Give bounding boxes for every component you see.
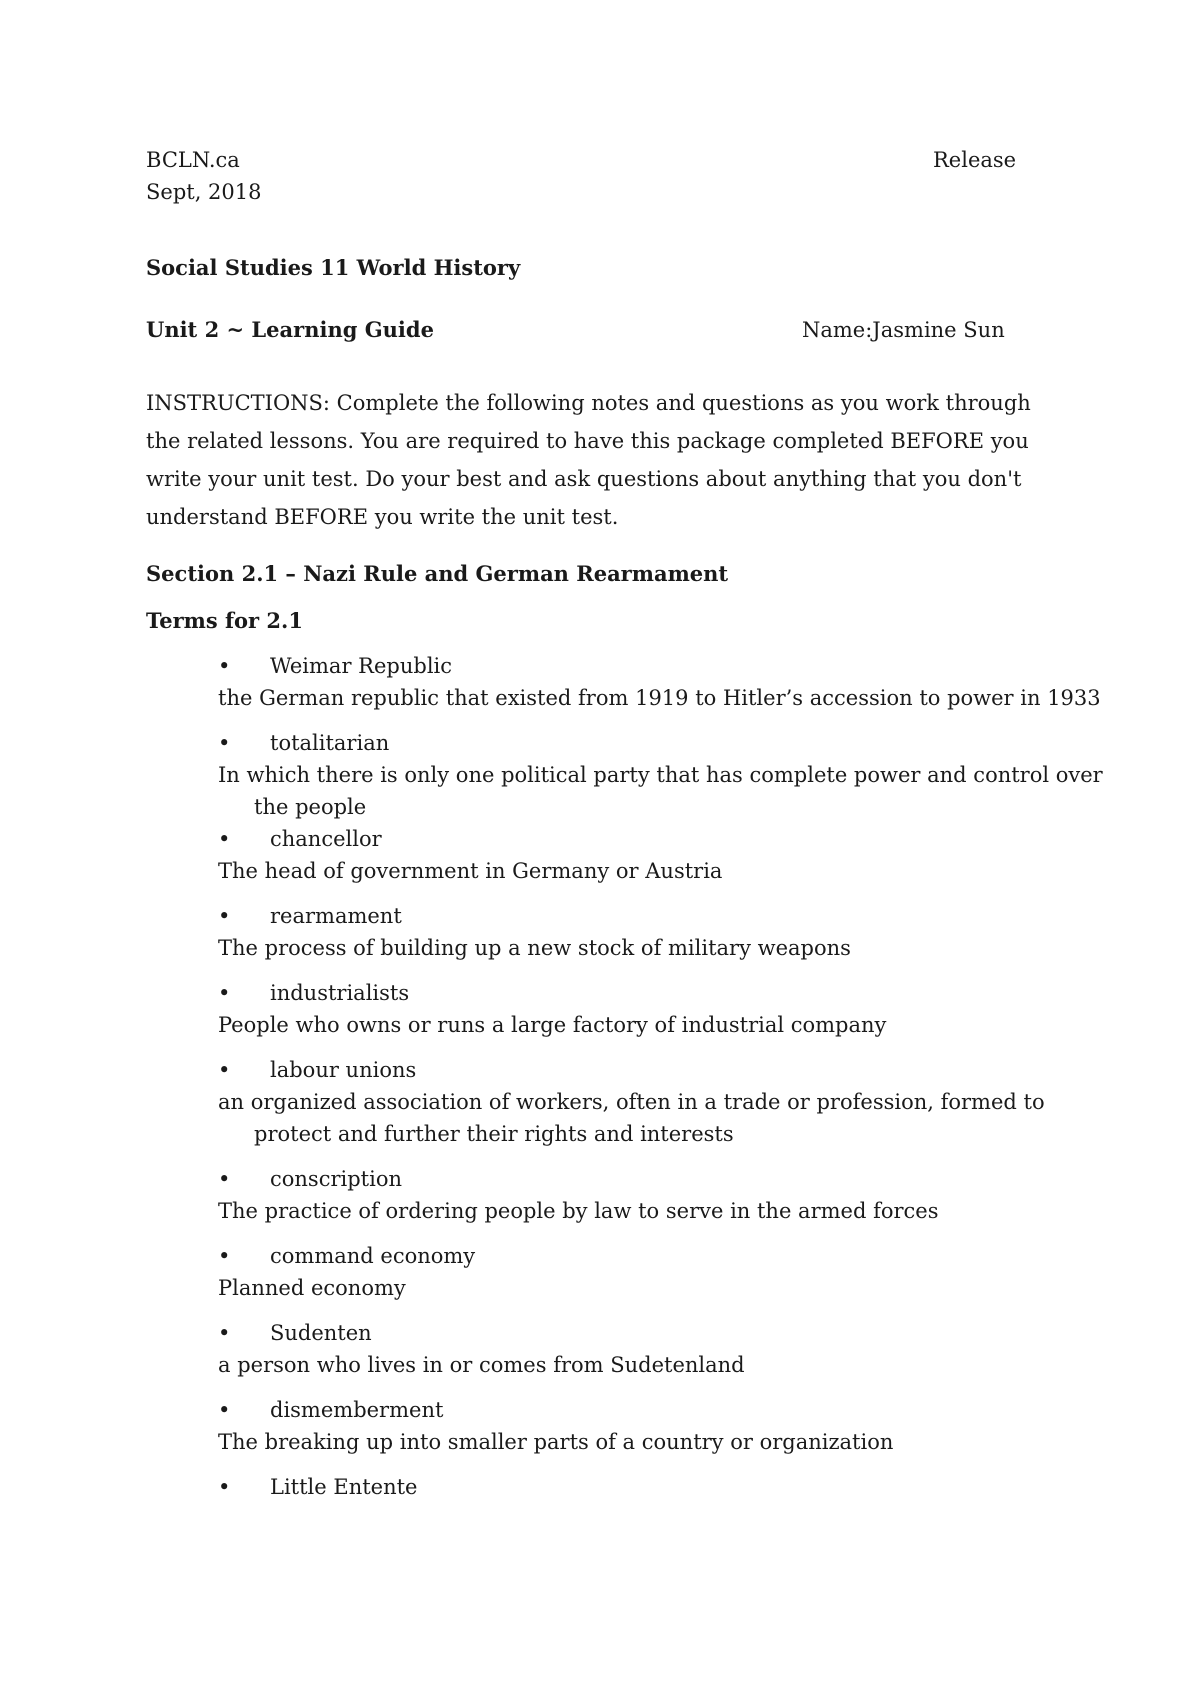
release-date: Sept, 2018 [146,180,262,204]
term-label: labour unions [270,1058,417,1082]
unit-title: Unit 2 ~ Learning Guide [146,317,434,342]
term-item [218,1394,443,1426]
bullet-icon: • [218,981,231,1005]
term-item [218,727,389,759]
bullet-icon: • [218,1398,231,1422]
term-item [218,977,409,1009]
term-item [218,650,452,682]
term-label: rearmament [270,904,402,928]
term-definition: The breaking up into smaller parts of a country or organization [218,1430,894,1454]
bullet-icon: • [218,904,231,928]
bullet-icon: • [218,1244,231,1268]
release-label: Release [933,148,1017,172]
term-definition: a person who lives in or comes from Sudetenland [218,1353,745,1377]
term-label: conscription [270,1167,402,1191]
site-name: BCLN.ca [146,148,240,172]
bullet-icon: • [218,827,231,851]
bullet-icon: • [218,1475,231,1499]
term-label: Little Entente [270,1475,418,1499]
student-name: Name:Jasmine Sun [802,318,1005,342]
term-item [218,900,402,932]
term-definition: the German republic that existed from 1919 to Hitler’s accession to power in 1933 [218,686,1101,710]
bullet-icon: • [218,731,231,755]
term-item [218,1054,416,1086]
term-label: Sudenten [270,1321,372,1345]
bullet-icon: • [218,654,231,678]
term-definition: People who owns or runs a large factory of industrial company [218,1013,887,1037]
term-item [218,1317,372,1349]
term-label: chancellor [270,827,382,851]
term-label: Weimar Republic [270,654,453,678]
bullet-icon: • [218,1321,231,1345]
term-item [218,823,382,855]
term-item [218,1471,417,1503]
bullet-icon: • [218,1058,231,1082]
course-title: Social Studies 11 World History [146,255,521,280]
term-definition: The head of government in Germany or Austria [218,859,723,883]
section-title: Section 2.1 – Nazi Rule and German Rearmament [146,561,729,586]
term-definition: The practice of ordering people by law to serve in the armed forces [218,1199,939,1223]
term-label: totalitarian [270,731,390,755]
term-definition: The process of building up a new stock of military weapons [218,936,851,960]
term-item [218,1163,402,1195]
term-item [218,1240,475,1272]
term-label: command economy [270,1244,476,1268]
term-definition: Planned economy [218,1276,406,1300]
bullet-icon: • [218,1167,231,1191]
term-definition: an organized association of workers, often in a trade or profession, formed to protect and further their rights and interests [218,1090,1045,1146]
term-label: dismemberment [270,1398,444,1422]
instructions-paragraph: INSTRUCTIONS: Complete the following notes and questions as you work through the related lessons. You are required to have this package completed BEFORE you write your unit test. Do your best and ask questions about anything that you don't understand BEFORE you write the unit test. [146,391,1031,529]
terms-heading: Terms for 2.1 [146,608,303,633]
term-definition: In which there is only one political party that has complete power and control over the people [218,763,1103,819]
term-label: industrialists [270,981,410,1005]
